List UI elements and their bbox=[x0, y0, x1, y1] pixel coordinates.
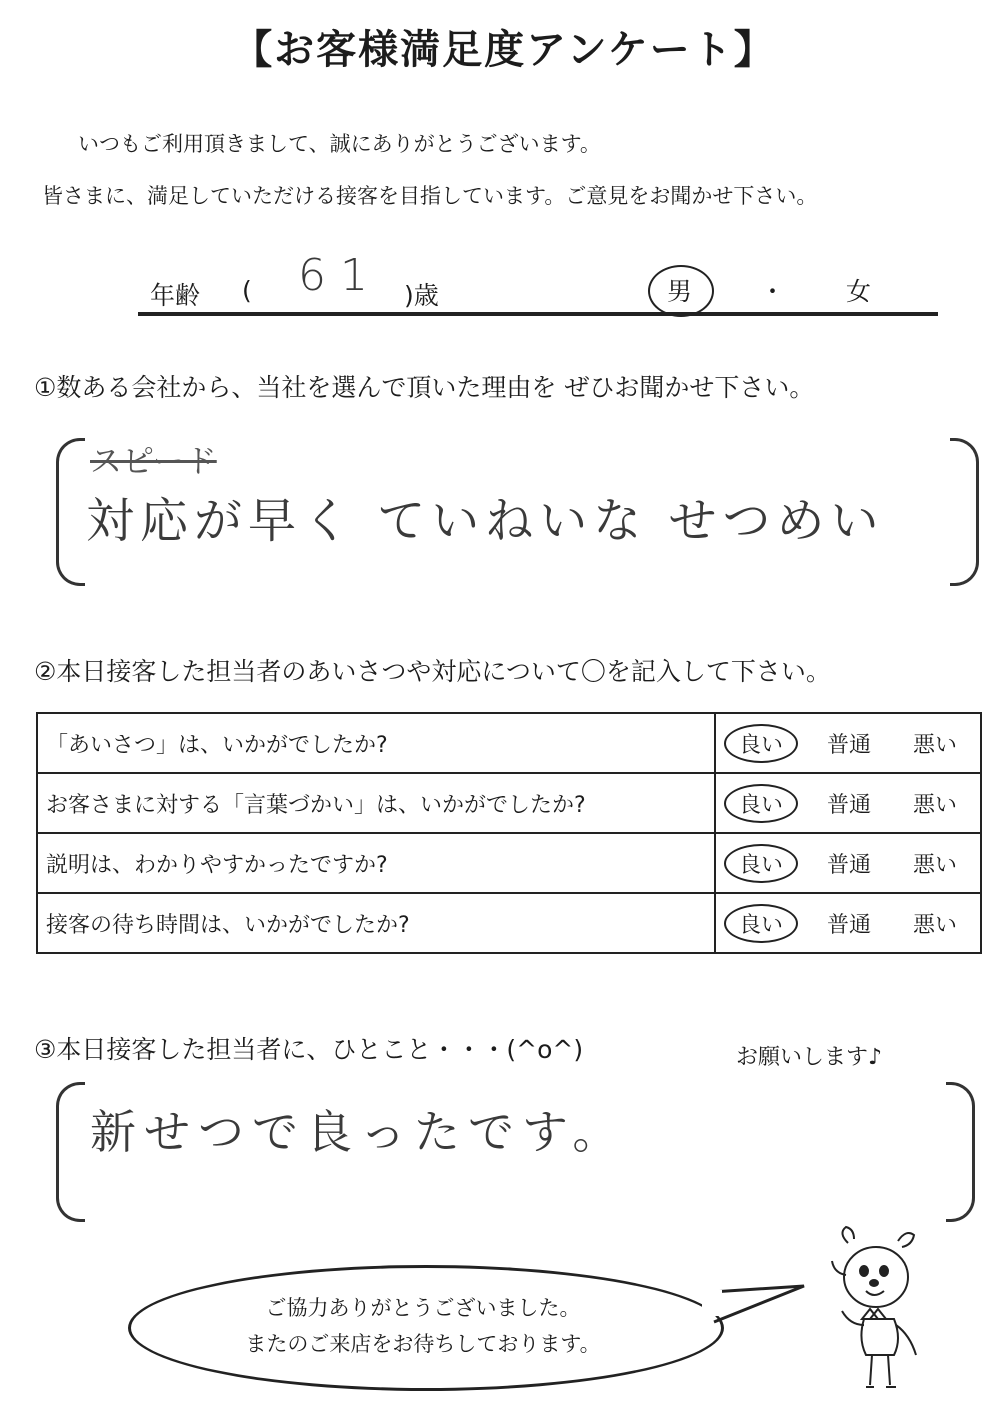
row-question: 「あいさつ」は、いかがでしたか? bbox=[37, 713, 715, 773]
age-close-paren: )歳 bbox=[404, 281, 439, 310]
rating-options bbox=[715, 833, 981, 893]
rating-options bbox=[715, 893, 981, 953]
q1-answer[interactable]: 対応が早く ていねいな せつめい bbox=[86, 493, 885, 549]
rating-bad[interactable]: 悪い bbox=[912, 912, 957, 938]
rating-normal[interactable]: 普通 bbox=[826, 912, 871, 938]
q3-bracket-left bbox=[56, 1082, 85, 1222]
profile-underline bbox=[138, 312, 938, 316]
age-value[interactable]: 61 bbox=[298, 250, 382, 301]
rating-normal[interactable]: 普通 bbox=[826, 852, 871, 878]
q3-request: お願いします♪ bbox=[736, 1045, 883, 1070]
table-row bbox=[37, 713, 981, 773]
rating-normal[interactable]: 普通 bbox=[826, 792, 871, 818]
q1-bracket-right bbox=[950, 438, 979, 586]
gender-female[interactable]: 女 bbox=[846, 277, 872, 306]
table-row bbox=[37, 893, 981, 953]
evaluation-table bbox=[36, 712, 982, 954]
footer-line-2: またのご来店をお待ちしております。 bbox=[245, 1332, 601, 1356]
row-question: お客さまに対する「言葉づかい」は、いかがでしたか? bbox=[37, 773, 715, 833]
mascot-illustration bbox=[826, 1225, 936, 1395]
q1-question: ①数ある会社から、当社を選んで頂いた理由を ぜひお聞かせ下さい。 bbox=[34, 373, 815, 402]
age-label: 年齢 bbox=[150, 281, 201, 310]
q2-question: ②本日接客した担当者のあいさつや対応について〇を記入して下さい。 bbox=[34, 657, 831, 686]
rating-good-selected[interactable]: 良い bbox=[724, 844, 798, 883]
row-question: 接客の待ち時間は、いかがでしたか? bbox=[37, 893, 715, 953]
intro-line-2: 皆さまに、満足していただける接客を目指しています。ご意見をお聞かせ下さい。 bbox=[42, 184, 818, 208]
rating-good-selected[interactable]: 良い bbox=[724, 904, 798, 943]
gender-separator: ・ bbox=[760, 277, 786, 306]
age-open-paren: ( bbox=[242, 276, 252, 305]
q1-answer-struck: スピード bbox=[90, 442, 217, 480]
rating-options bbox=[715, 713, 981, 773]
page-title: 【お客様満足度アンケート】 bbox=[232, 27, 776, 73]
rating-bad[interactable]: 悪い bbox=[912, 792, 957, 818]
rating-bad[interactable]: 悪い bbox=[912, 852, 957, 878]
intro-line-1: いつもご利用頂きまして、誠にありがとうございます。 bbox=[78, 132, 601, 156]
rating-good-selected[interactable]: 良い bbox=[724, 724, 798, 763]
rating-options bbox=[715, 773, 981, 833]
rating-good-selected[interactable]: 良い bbox=[724, 784, 798, 823]
table-row bbox=[37, 833, 981, 893]
q1-bracket-left bbox=[56, 438, 85, 586]
footer-line-1: ご協力ありがとうございました。 bbox=[265, 1296, 581, 1320]
rating-bad[interactable]: 悪い bbox=[912, 732, 957, 758]
q3-question: ③本日接客した担当者に、ひとこと・・・(^o^) bbox=[34, 1035, 584, 1064]
gender-male[interactable]: 男 bbox=[667, 277, 693, 306]
q3-bracket-right bbox=[946, 1082, 975, 1222]
q3-answer[interactable]: 新せつで良ったです。 bbox=[90, 1105, 627, 1159]
rating-normal[interactable]: 普通 bbox=[826, 732, 871, 758]
table-row bbox=[37, 773, 981, 833]
row-question: 説明は、わかりやすかったですか? bbox=[37, 833, 715, 893]
